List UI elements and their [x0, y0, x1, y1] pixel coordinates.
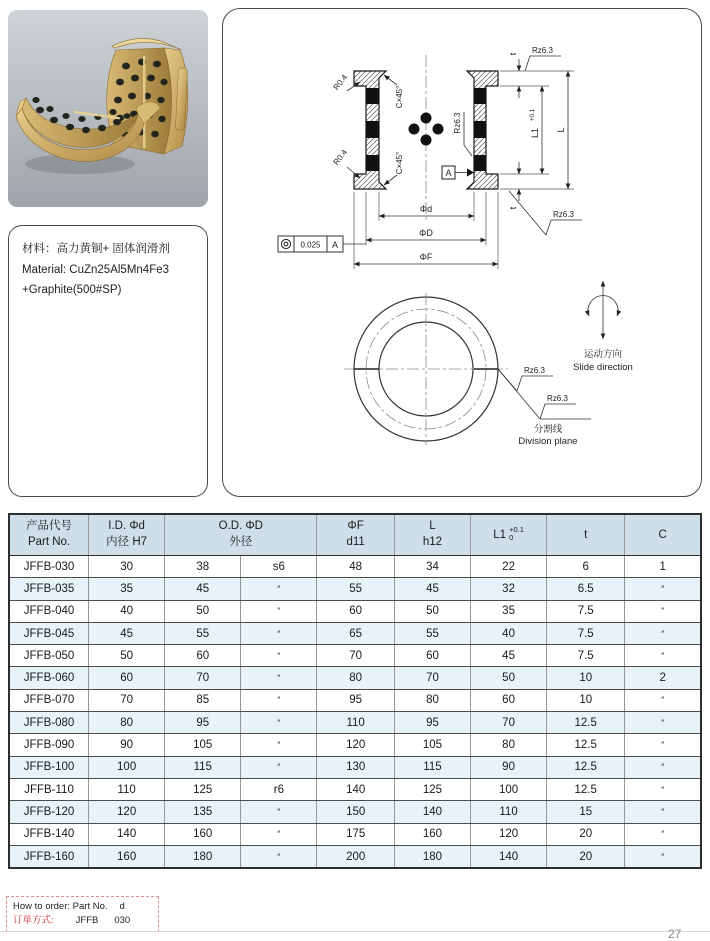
table-cell: JFFB-110	[9, 778, 89, 800]
footer-rule	[0, 931, 710, 932]
table-cell: 12.5	[547, 778, 625, 800]
product-photo	[8, 10, 208, 207]
inner-length-tolerance: +0.1	[529, 108, 536, 122]
table-cell: JFFB-040	[9, 600, 89, 622]
technical-drawing-box	[222, 8, 702, 497]
table-cell: 50	[471, 667, 547, 689]
table-cell: 12.5	[547, 712, 625, 734]
division-plane-zh: 分割线	[533, 424, 563, 435]
order-line-zh	[13, 914, 158, 928]
flange-thickness-label-bottom: t	[508, 206, 518, 210]
table-cell: ″	[625, 712, 701, 734]
col-header-c-label: C	[658, 529, 667, 541]
fcf-datum-ref: A	[331, 240, 339, 250]
col-header-od-line2: 外径	[229, 536, 253, 548]
table-cell: 7.5	[547, 600, 625, 622]
table-cell: 35	[89, 578, 165, 600]
table-cell: 40	[89, 600, 165, 622]
table-cell: 50	[165, 600, 241, 622]
table-cell: ″	[625, 801, 701, 823]
table-cell: 70	[317, 645, 395, 667]
table-cell: 100	[471, 778, 547, 800]
surface-finish-top-label: Rz6.3	[532, 46, 553, 55]
slide-direction-en: Slide direction	[573, 362, 633, 373]
table-cell: 12.5	[547, 734, 625, 756]
table-cell: 55	[165, 622, 241, 644]
table-cell: 110	[471, 801, 547, 823]
col-header-l	[394, 514, 470, 556]
table-cell: 50	[89, 645, 165, 667]
table-cell: 70	[165, 667, 241, 689]
table-cell: 85	[165, 689, 241, 711]
col-header-l1-tolerance	[509, 526, 524, 542]
table-cell: JFFB-045	[9, 622, 89, 644]
table-cell: 20	[547, 845, 625, 868]
surface-finish-icon	[517, 376, 553, 391]
table-cell: ″	[625, 756, 701, 778]
table-cell: 90	[89, 734, 165, 756]
order-part-number: 030	[114, 914, 131, 926]
table-cell: 7.5	[547, 622, 625, 644]
order-line-zh-label: 订单方式:	[13, 914, 54, 926]
table-cell: JFFB-090	[9, 734, 89, 756]
table-cell: JFFB-030	[9, 556, 89, 578]
table-row	[9, 845, 701, 868]
table-cell: JFFB-035	[9, 578, 89, 600]
table-cell: 180	[394, 845, 470, 868]
datum-triangle-icon	[467, 169, 474, 177]
bushing-photo-illustration	[8, 10, 208, 207]
table-cell: ″	[241, 578, 317, 600]
table-cell: 45	[89, 622, 165, 644]
table-cell: ″	[241, 712, 317, 734]
datum-a-flag	[442, 166, 474, 179]
cross-section-view	[278, 46, 582, 269]
table-cell: 70	[471, 712, 547, 734]
table-row	[9, 556, 701, 578]
col-header-t-label: t	[584, 529, 588, 541]
table-cell: 90	[471, 756, 547, 778]
table-cell: s6	[241, 556, 317, 578]
table-cell: 10	[547, 667, 625, 689]
table-cell: ″	[241, 801, 317, 823]
material-info-box	[8, 225, 208, 497]
spec-table-body	[9, 556, 701, 869]
col-header-f-line1: ΦF	[347, 520, 364, 533]
table-cell: 48	[317, 556, 395, 578]
material-line-en2: +Graphite(500#SP)	[22, 284, 122, 297]
col-header-part-en: Part No.	[27, 536, 71, 548]
table-row	[9, 689, 701, 711]
table-row	[9, 734, 701, 756]
table-cell: 60	[165, 645, 241, 667]
l1-tol-lower: 0	[509, 533, 514, 542]
table-cell: 125	[165, 778, 241, 800]
table-cell: ″	[625, 622, 701, 644]
table-cell: ″	[625, 845, 701, 868]
table-cell: 160	[165, 823, 241, 845]
table-cell: 60	[317, 600, 395, 622]
table-cell: 175	[317, 823, 395, 845]
table-cell: JFFB-080	[9, 712, 89, 734]
table-cell: 70	[394, 667, 470, 689]
radial-section-view	[344, 281, 633, 447]
surface-finish-slide-label: Rz6.3	[524, 366, 545, 375]
material-line-en1: Material: CuZn25Al5Mn4Fe3	[22, 263, 170, 276]
technical-drawing	[223, 9, 700, 495]
table-cell: 15	[547, 801, 625, 823]
flange-diameter-label: ΦF	[419, 252, 433, 262]
table-cell: 110	[89, 778, 165, 800]
table-cell: 140	[317, 778, 395, 800]
table-cell: 95	[394, 712, 470, 734]
table-row	[9, 823, 701, 845]
surface-finish-bottom-label: Rz6.3	[553, 210, 574, 219]
radius-label-top: R0.4	[331, 72, 350, 92]
table-row	[9, 667, 701, 689]
table-cell: JFFB-120	[9, 801, 89, 823]
how-to-order-box	[6, 896, 159, 932]
order-part-code: JFFB	[75, 914, 99, 926]
table-row	[9, 600, 701, 622]
table-cell: 65	[317, 622, 395, 644]
table-cell: 30	[89, 556, 165, 578]
col-header-id-line1: I.D. Φd	[108, 520, 145, 533]
col-header-l1-label: L1	[493, 529, 507, 542]
table-row	[9, 801, 701, 823]
table-cell: 1	[625, 556, 701, 578]
table-cell: ″	[241, 756, 317, 778]
spec-table-header	[9, 514, 701, 556]
table-cell: 150	[317, 801, 395, 823]
table-cell: 60	[394, 645, 470, 667]
table-cell: 115	[394, 756, 470, 778]
table-cell: JFFB-140	[9, 823, 89, 845]
table-cell: 120	[89, 801, 165, 823]
rotation-arrow-icon	[588, 281, 618, 339]
surface-finish-icon	[546, 220, 582, 235]
table-cell: 95	[317, 689, 395, 711]
col-header-od-line1: O.D. ΦD	[218, 520, 263, 533]
table-row	[9, 712, 701, 734]
table-cell: ″	[625, 600, 701, 622]
table-cell: ″	[241, 734, 317, 756]
table-cell: JFFB-050	[9, 645, 89, 667]
table-cell: 140	[394, 801, 470, 823]
surface-finish-division-label: Rz6.3	[547, 394, 568, 403]
table-cell: ″	[241, 823, 317, 845]
division-plane-en: Division plane	[518, 436, 578, 447]
table-cell: 115	[165, 756, 241, 778]
table-cell: 200	[317, 845, 395, 868]
chamfer-label-bottom: C×45°	[395, 151, 404, 175]
inner-length-label: L1	[530, 127, 540, 139]
table-cell: ″	[241, 622, 317, 644]
table-cell: 120	[317, 734, 395, 756]
col-header-id	[89, 514, 165, 556]
slide-direction-zh: 运动方向	[583, 349, 623, 360]
table-row	[9, 645, 701, 667]
flange-thickness-label-top: t	[508, 52, 518, 56]
table-cell: 2	[625, 667, 701, 689]
col-header-part-zh: 产品代号	[26, 520, 73, 533]
table-cell: 35	[471, 600, 547, 622]
table-cell: 45	[165, 578, 241, 600]
table-cell: 6	[547, 556, 625, 578]
table-cell: ″	[625, 734, 701, 756]
table-cell: ″	[241, 689, 317, 711]
table-cell: 60	[89, 667, 165, 689]
table-cell: ″	[625, 645, 701, 667]
outer-diameter-label: ΦD	[419, 228, 433, 238]
table-row	[9, 778, 701, 800]
table-cell: 22	[471, 556, 547, 578]
table-cell: JFFB-160	[9, 845, 89, 868]
table-cell: 180	[165, 845, 241, 868]
col-header-t	[547, 514, 625, 556]
col-header-part	[9, 514, 89, 556]
col-header-od	[165, 514, 317, 556]
table-row	[9, 756, 701, 778]
table-cell: 110	[317, 712, 395, 734]
table-cell: 105	[394, 734, 470, 756]
table-row	[9, 578, 701, 600]
table-cell: 10	[547, 689, 625, 711]
feature-control-frame	[278, 236, 366, 252]
table-cell: 160	[89, 845, 165, 868]
table-cell: r6	[241, 778, 317, 800]
table-cell: JFFB-070	[9, 689, 89, 711]
surface-finish-bore-label: Rz6.3	[453, 112, 462, 134]
col-header-f	[317, 514, 395, 556]
table-cell: 130	[317, 756, 395, 778]
table-cell: 70	[89, 689, 165, 711]
table-cell: ″	[241, 845, 317, 868]
page-number: 27	[668, 927, 682, 941]
table-cell: 12.5	[547, 756, 625, 778]
table-cell: 80	[89, 712, 165, 734]
table-cell: 32	[471, 578, 547, 600]
surface-finish-icon	[525, 56, 561, 71]
table-cell: 140	[89, 823, 165, 845]
table-cell: 6.5	[547, 578, 625, 600]
material-line-zh: 材料：高力黄铜+ 固体润滑剂	[22, 243, 170, 255]
col-header-id-line2: 内径 H7	[106, 536, 148, 548]
table-cell: 135	[165, 801, 241, 823]
table-cell: 60	[471, 689, 547, 711]
radius-label-bottom: R0.4	[331, 147, 350, 167]
col-header-c	[625, 514, 701, 556]
table-cell: 7.5	[547, 645, 625, 667]
table-cell: ″	[241, 645, 317, 667]
datum-label: A	[445, 168, 452, 178]
table-cell: ″	[625, 578, 701, 600]
surface-finish-icon	[464, 112, 472, 156]
bore-diameter-label: Φd	[419, 204, 433, 214]
table-cell: 80	[394, 689, 470, 711]
fcf-tolerance-value: 0.025	[300, 240, 321, 250]
table-cell: 125	[394, 778, 470, 800]
surface-finish-icon	[540, 404, 576, 419]
table-row	[9, 622, 701, 644]
l1-tol-upper: +0.1	[509, 525, 524, 535]
col-header-l1	[471, 514, 547, 556]
order-line-en-prefix: How to order: Part No.	[13, 901, 108, 912]
table-cell: JFFB-060	[9, 667, 89, 689]
table-cell: 80	[471, 734, 547, 756]
col-header-f-line2: d11	[346, 536, 365, 548]
order-line-en	[13, 900, 158, 914]
table-cell: ″	[625, 689, 701, 711]
table-cell: 20	[547, 823, 625, 845]
table-cell: ″	[625, 778, 701, 800]
table-cell: ″	[241, 667, 317, 689]
table-cell: 34	[394, 556, 470, 578]
table-cell: 160	[394, 823, 470, 845]
table-cell: 120	[471, 823, 547, 845]
table-cell: 100	[89, 756, 165, 778]
table-cell: 40	[471, 622, 547, 644]
chamfer-label-top: C×45°	[395, 85, 404, 109]
total-length-label: L	[556, 127, 566, 133]
table-cell: 45	[394, 578, 470, 600]
table-cell: ″	[625, 823, 701, 845]
col-header-l-line1: L	[429, 520, 436, 533]
table-cell: 45	[471, 645, 547, 667]
table-cell: 38	[165, 556, 241, 578]
spec-table	[8, 513, 702, 869]
order-line-en-d: d	[119, 901, 125, 912]
table-cell: 95	[165, 712, 241, 734]
table-cell: 50	[394, 600, 470, 622]
table-cell: 55	[394, 622, 470, 644]
table-cell: 140	[471, 845, 547, 868]
table-cell: 80	[317, 667, 395, 689]
table-cell: 105	[165, 734, 241, 756]
col-header-l-line2: h12	[422, 536, 443, 548]
table-cell: 55	[317, 578, 395, 600]
table-cell: JFFB-100	[9, 756, 89, 778]
table-cell: ″	[241, 600, 317, 622]
